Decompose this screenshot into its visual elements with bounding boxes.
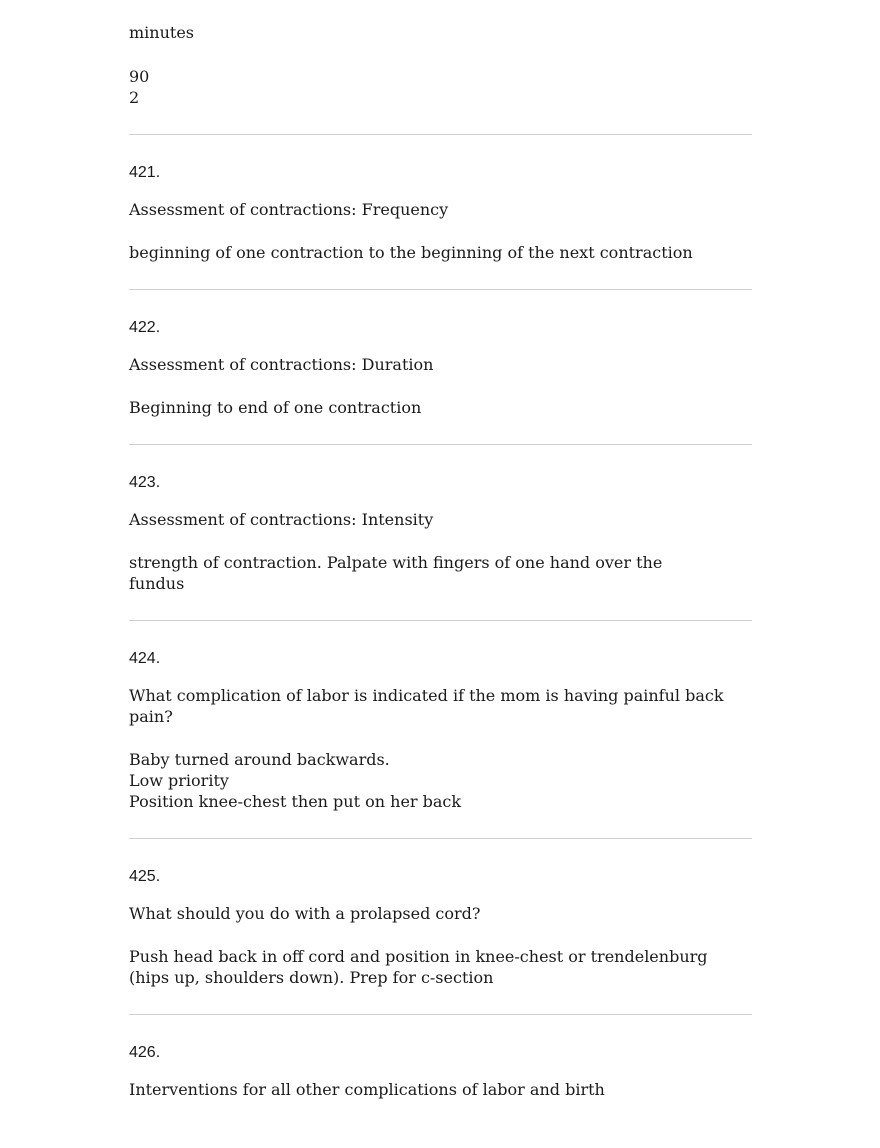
card-definition: Push head back in off cord and position in knee-chest or trendelenburg (hips up, shoulders down). Prep for c-section xyxy=(129,947,708,987)
answer-line: 2 xyxy=(129,88,140,107)
card-number: 422. xyxy=(129,319,161,336)
card-definition: beginning of one contraction to the beginning of the next contraction xyxy=(129,243,693,262)
card-number: 424. xyxy=(129,650,161,667)
flashcard-425 xyxy=(129,838,752,1014)
flashcard-421 xyxy=(129,134,752,289)
flashcard-423 xyxy=(129,444,752,620)
card-term: Assessment of contractions: Intensity xyxy=(129,510,434,529)
answer-line: 90 xyxy=(129,67,150,86)
answer-line: minutes xyxy=(129,23,195,42)
card-number: 425. xyxy=(129,868,161,885)
card-term: What should you do with a prolapsed cord? xyxy=(129,904,481,923)
card-term: Assessment of contractions: Duration xyxy=(129,355,434,374)
flashcard-422 xyxy=(129,289,752,444)
card-definition: Beginning to end of one contraction xyxy=(129,398,422,417)
flashcard-page xyxy=(129,0,752,1148)
previous-card-answer xyxy=(129,0,752,108)
flashcard-424 xyxy=(129,620,752,838)
card-term: What complication of labor is indicated if the mom is having painful back pain? xyxy=(129,686,724,726)
card-definition: strength of contraction. Palpate with fingers of one hand over the fundus xyxy=(129,553,663,593)
card-number: 423. xyxy=(129,474,161,491)
card-number: 421. xyxy=(129,164,161,181)
card-term: Interventions for all other complications of labor and birth xyxy=(129,1080,605,1099)
card-definition xyxy=(129,1122,752,1148)
flashcard-426 xyxy=(129,1014,752,1148)
card-definition: Baby turned around backwards. Low priority Position knee-chest then put on her back xyxy=(129,750,462,811)
card-number: 426. xyxy=(129,1044,161,1061)
card-term: Assessment of contractions: Frequency xyxy=(129,200,449,219)
